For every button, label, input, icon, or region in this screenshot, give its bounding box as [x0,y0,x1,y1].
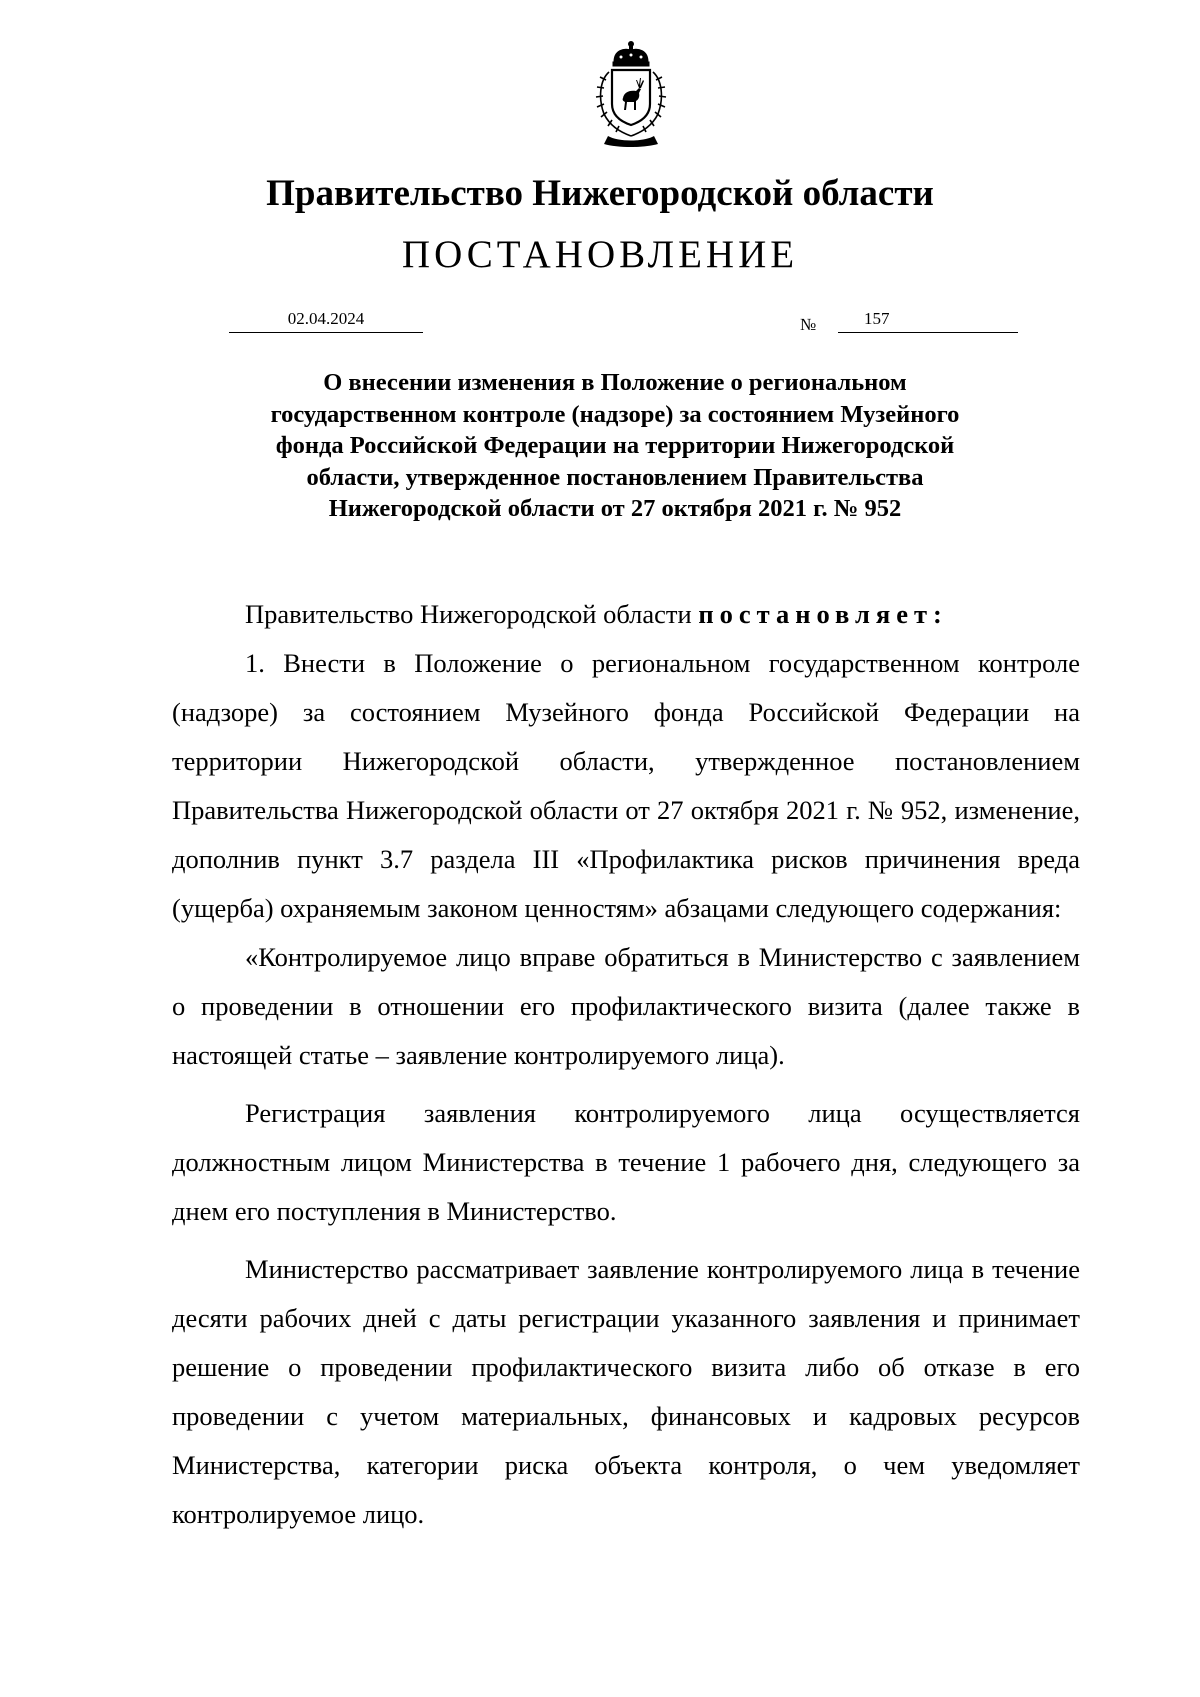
intro-verb: постановляет: [698,599,948,629]
document-subject [200,367,1030,525]
document-number-line [838,308,1018,333]
document-body [172,590,1080,1539]
document-date: 02.04.2024 [229,308,423,333]
nizhny-novgorod-coat-of-arms-icon [578,40,684,148]
subject-line: О внесении изменения в Положение о региональном [323,369,907,396]
government-title: Правительство Нижегородской области [266,173,934,214]
number-label: № [800,315,817,334]
body-paragraph: Регистрация заявления контролируемого лица осуществляется должностным лицом Министерства в течение 1 рабочего дня, следующего за днем его поступления в Министерство. [172,1098,1080,1226]
document-number: 157 [864,309,890,328]
body-paragraph: Министерство рассматривает заявление контролируемого лица в течение десяти рабочих дней с даты регистрации указанного заявления и принимает решение о проведении профилактического визита либо об отказе в его проведении с учетом материальных, финансовых и кадровых ресурсов Министерства, категории риска объекта контроля, о чем уведомляет контролируемое лицо. [172,1254,1080,1529]
subject-line: области, утвержденное постановлением Правительства [306,463,924,491]
document-type: ПОСТАНОВЛЕНИЕ [401,233,799,276]
subject-line: фонда Российской Федерации на территории Нижегородской [275,432,955,459]
intro-text: Правительство Нижегородской области [245,599,699,629]
body-paragraph: 1. Внести в Положение о региональном государственном контроле (надзоре) за состоянием Музейного фонда Российской Федерации на территории Нижегородской области, утвержденное постановлением Правительства Нижегородской области от 27 октября 2021 г. № 952, изменение, дополнив пункт 3.7 раздела III «Профилактика рисков причинения вреда (ущерба) охраняемым законом ценностям» абзацами следующего содержания: [172,648,1080,923]
body-paragraph: «Контролируемое лицо вправе обратиться в Министерство с заявлением о проведении в отношении его профилактического визита (далее также в настоящей статье – заявление контролируемого лица). [172,942,1080,1070]
subject-line: государственном контроле (надзоре) за состоянием Музейного [270,400,960,428]
subject-line: Нижегородской области от 27 октября 2021 г. № 952 [328,495,902,522]
intro-paragraph [172,590,1080,639]
